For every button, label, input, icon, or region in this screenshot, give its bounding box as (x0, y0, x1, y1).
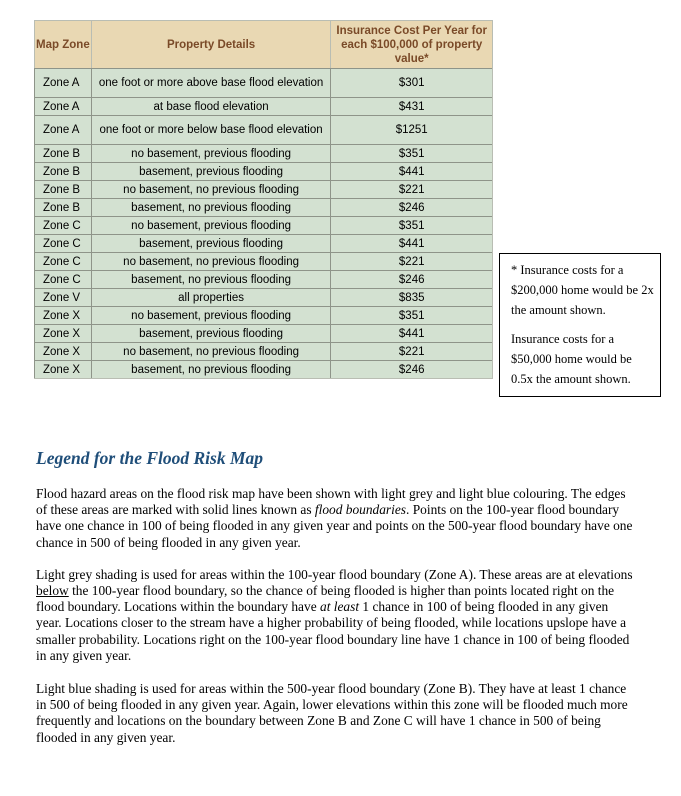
cost-cell: $1251 (330, 115, 492, 144)
legend-paragraph-2 (36, 567, 636, 664)
zone-cell: Zone B (34, 198, 91, 216)
details-cell: basement, no previous flooding (91, 198, 331, 216)
table-row (34, 306, 492, 324)
zone-cell: Zone V (34, 288, 91, 306)
insurance-cost-table (34, 20, 493, 379)
table-row (34, 288, 492, 306)
details-cell: basement, no previous flooding (91, 270, 331, 288)
table-row (34, 180, 492, 198)
zone-cell: Zone A (34, 115, 91, 144)
cost-cell: $351 (330, 144, 492, 162)
table-row (34, 216, 492, 234)
header-map-zone (34, 20, 91, 68)
details-cell: no basement, previous flooding (91, 216, 331, 234)
zone-cell: Zone A (34, 97, 91, 115)
details-cell: no basement, previous flooding (91, 144, 331, 162)
cost-cell: $835 (330, 288, 492, 306)
details-cell: basement, previous flooding (91, 234, 331, 252)
note-text-2x: * Insurance costs for a $200,000 home would be 2x the amount shown. (511, 263, 654, 317)
header-insurance-cost-label: Insurance Cost Per Year for each $100,000 of property value* (336, 24, 488, 65)
zone-cell: Zone C (34, 216, 91, 234)
legend-p1-text-a: Flood hazard areas on the flood risk map have been shown with light grey and light blue colouring. The edges of these areas are marked with solid lines known as (36, 486, 626, 518)
zone-cell: Zone A (34, 68, 91, 97)
legend-p2-text-e: 1 chance in 100 of being flooded in any given year. Locations closer to the stream have a higher probability of being flooded, while locations upslope have a smaller probability. Locations right on the 100-year flood boundary line have 1 chance in 100 of being flooded in any given year. (36, 599, 630, 663)
details-cell: no basement, no previous flooding (91, 342, 331, 360)
details-cell: no basement, previous flooding (91, 306, 331, 324)
details-cell: basement, no previous flooding (91, 360, 331, 378)
cost-cell: $441 (330, 234, 492, 252)
table-row (34, 342, 492, 360)
cost-cell: $246 (330, 198, 492, 216)
legend-p1-text-c: . Points on the 100-year flood boundary have one chance in 100 of being flooded in any given year and points on the 500-year flood boundary have one chance in 500 of being flooded in any given year. (36, 502, 633, 550)
table-row (34, 162, 492, 180)
legend-body (36, 486, 636, 762)
details-cell: basement, previous flooding (91, 324, 331, 342)
table-row (34, 144, 492, 162)
table-row (34, 68, 492, 97)
details-cell: no basement, no previous flooding (91, 252, 331, 270)
header-map-zone-label: Map Zone (36, 38, 90, 51)
table-header-row (34, 20, 492, 68)
cost-cell: $351 (330, 216, 492, 234)
zone-cell: Zone B (34, 144, 91, 162)
table-row (34, 198, 492, 216)
zone-cell: Zone X (34, 342, 91, 360)
zone-cell: Zone B (34, 162, 91, 180)
cost-cell: $221 (330, 342, 492, 360)
note-text-half: Insurance costs for a $50,000 home would be 0.5x the amount shown. (511, 332, 632, 386)
table-row (34, 234, 492, 252)
table-row (34, 360, 492, 378)
legend-p2-text-c: the 100-year flood boundary, so the chance of being flooded is higher than points located right on the flood boundary. Locations within the boundary have (36, 583, 615, 615)
legend-title: Legend for the Flood Risk Map (36, 448, 264, 468)
zone-cell: Zone X (34, 360, 91, 378)
details-cell: all properties (91, 288, 331, 306)
header-insurance-cost (330, 20, 492, 68)
legend-p2-below: below (36, 583, 69, 599)
cost-cell: $246 (330, 360, 492, 378)
cost-cell: $431 (330, 97, 492, 115)
zone-cell: Zone C (34, 234, 91, 252)
zone-cell: Zone X (34, 324, 91, 342)
table-row (34, 115, 492, 144)
insurance-note-box (499, 253, 661, 397)
details-cell: no basement, no previous flooding (91, 180, 331, 198)
cost-cell: $301 (330, 68, 492, 97)
cost-cell: $441 (330, 162, 492, 180)
zone-cell: Zone X (34, 306, 91, 324)
cost-cell: $221 (330, 252, 492, 270)
table-row (34, 324, 492, 342)
zone-cell: Zone C (34, 252, 91, 270)
table-row (34, 252, 492, 270)
legend-p2-text-a: Light grey shading is used for areas within the 100-year flood boundary (Zone A). These areas are at elevations (36, 566, 633, 582)
details-cell: at base flood elevation (91, 97, 331, 115)
table-row (34, 270, 492, 288)
details-cell: basement, previous flooding (91, 162, 331, 180)
zone-cell: Zone C (34, 270, 91, 288)
header-property-details (91, 20, 331, 68)
cost-cell: $246 (330, 270, 492, 288)
cost-cell: $441 (330, 324, 492, 342)
cost-cell: $351 (330, 306, 492, 324)
cost-cell: $221 (330, 180, 492, 198)
legend-p1-flood-boundaries: flood boundaries (314, 502, 407, 518)
details-cell: one foot or more below base flood elevation (91, 115, 331, 144)
zone-cell: Zone B (34, 180, 91, 198)
legend-paragraph-3: Light blue shading is used for areas within the 500-year flood boundary (Zone B). They have at least 1 chance in 500 of being flooded in any given year. Again, lower elevations within this zone will be flooded much more frequently and locations on the boundary between Zone B and Zone C will have 1 chance in 500 of being flooded in any given year. (36, 681, 628, 745)
table-row (34, 97, 492, 115)
details-cell: one foot or more above base flood elevation (91, 68, 331, 97)
legend-p2-at-least: at least (320, 599, 360, 615)
legend-paragraph-1 (36, 486, 636, 551)
header-property-details-label: Property Details (166, 38, 256, 51)
